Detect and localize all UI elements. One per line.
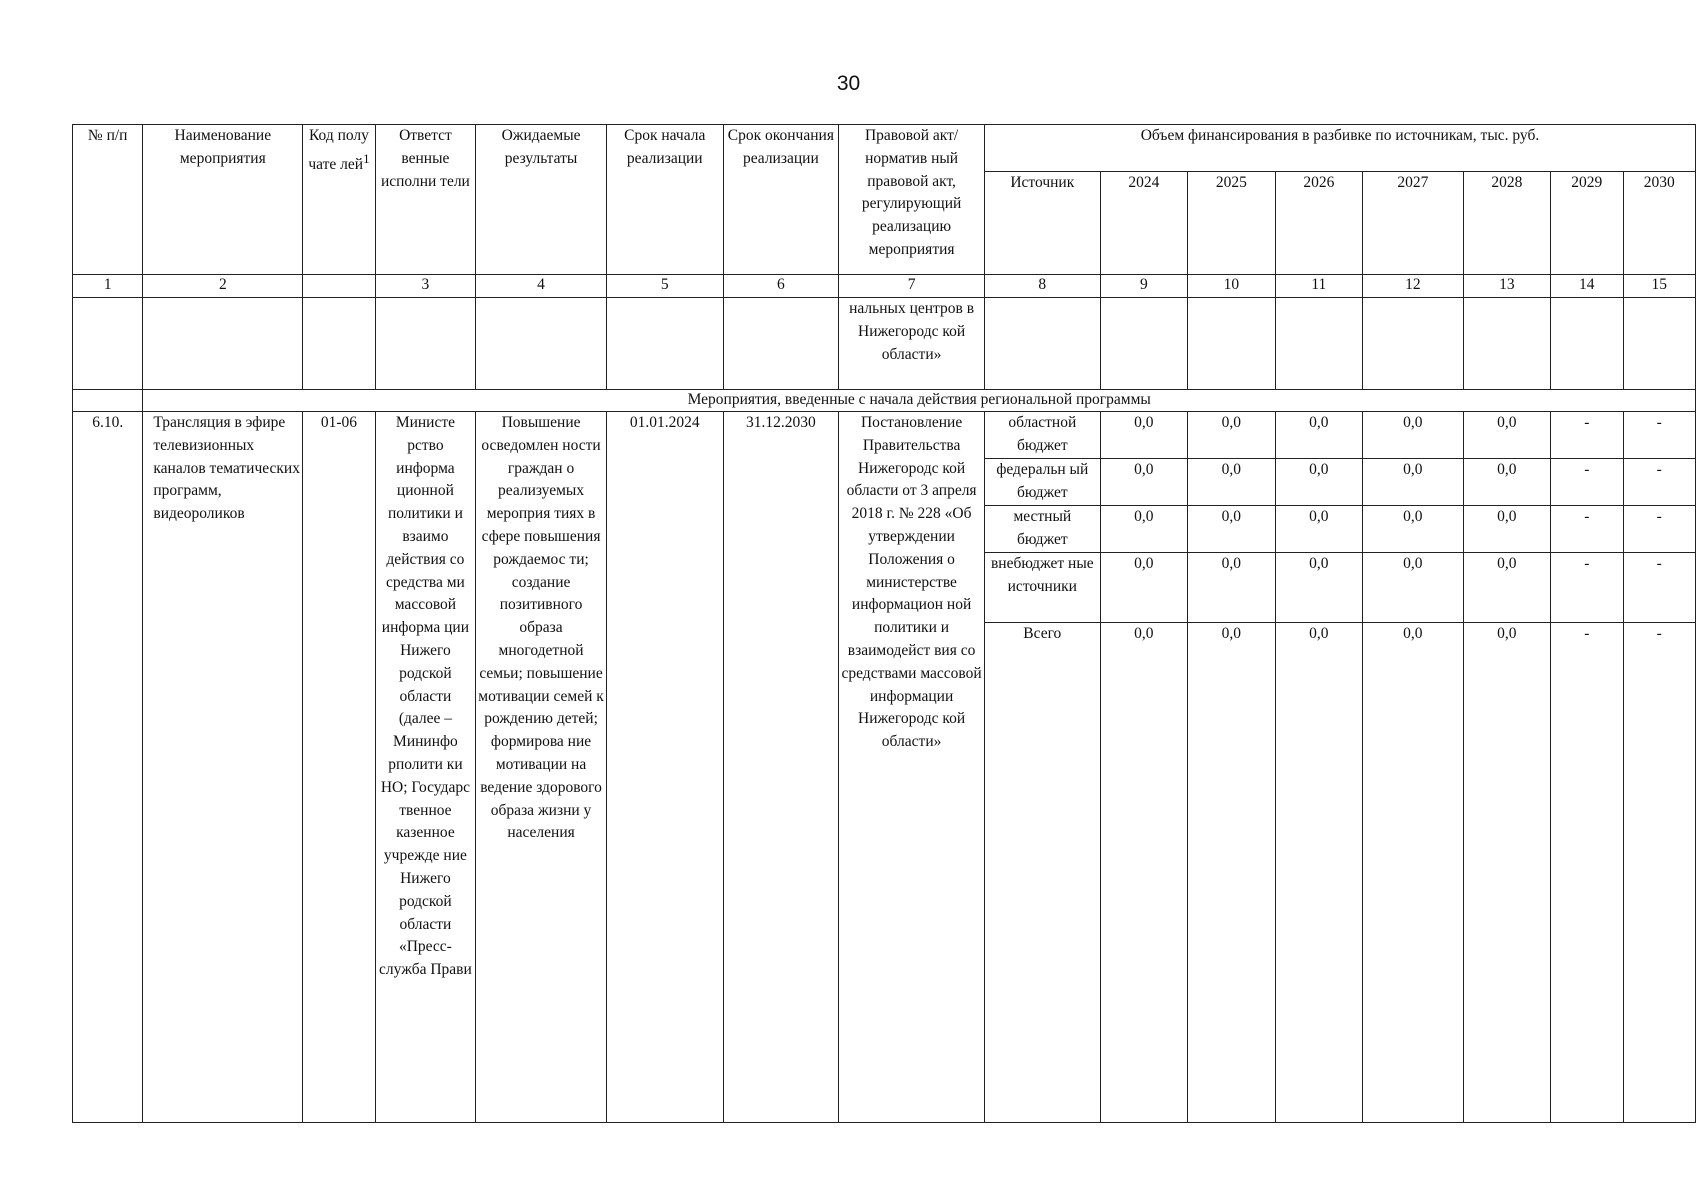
column-number: 10 [1188,275,1275,298]
funding-source: федеральн ый бюджет [984,459,1100,506]
funding-value: 0,0 [1188,459,1275,506]
funding-value: 0,0 [1188,506,1275,553]
funding-value: 0,0 [1188,553,1275,623]
funding-value: 0,0 [1363,553,1464,623]
item-end: 31.12.2030 [723,412,839,1123]
funding-value: 0,0 [1275,623,1362,1123]
header-year: 2028 [1463,172,1550,275]
funding-value: 0,0 [1275,459,1362,506]
header-year: 2025 [1188,172,1275,275]
header-source: Источник [984,172,1100,275]
funding-value: 0,0 [1363,412,1464,459]
continuation-row [73,298,1696,390]
funding-value: 0,0 [1463,412,1550,459]
item-code: 01-06 [303,412,375,1123]
funding-value: - [1551,412,1623,459]
header-legal-act: Правовой акт/норматив ный правовой акт, регулирующий реализацию мероприятия [839,125,985,275]
funding-value: 0,0 [1100,553,1187,623]
header-funding-volume: Объем финансирования в разбивке по источникам, тыс. руб. [984,125,1695,172]
header-executors: Ответст венные исполни тели [375,125,476,275]
column-number: 15 [1623,275,1696,298]
column-number: 3 [375,275,476,298]
funding-value: - [1623,412,1696,459]
funding-value: 0,0 [1275,412,1362,459]
column-number: 9 [1100,275,1187,298]
header-year: 2027 [1363,172,1464,275]
item-start: 01.01.2024 [606,412,723,1123]
header-recipient-code: Код полу чате лей$^1$ [303,125,375,275]
funding-value: 0,0 [1363,623,1464,1123]
funding-value: 0,0 [1275,506,1362,553]
funding-value: 0,0 [1188,412,1275,459]
column-number: 14 [1551,275,1623,298]
funding-source: внебюджет ные источники [984,553,1100,623]
funding-value: - [1623,553,1696,623]
header-start-date: Срок начала реализации [606,125,723,275]
header-number: № п/п [73,125,143,275]
continuation-legal-text: нальных центров в Нижегородс кой области» [839,298,985,390]
header-row [73,125,1696,172]
header-end-date: Срок окончания реализации [723,125,839,275]
funding-value: 0,0 [1100,459,1187,506]
program-activities-table [72,124,1696,1123]
item-number: 6.10. [73,412,143,1123]
funding-value: - [1623,459,1696,506]
column-number: 11 [1275,275,1362,298]
section-row [73,390,1696,412]
funding-value: 0,0 [1463,506,1550,553]
column-number: 6 [723,275,839,298]
funding-value: - [1551,506,1623,553]
funding-value: 0,0 [1463,459,1550,506]
funding-source: Всего [984,623,1100,1123]
header-year: 2024 [1100,172,1187,275]
item-executors: Министе рство информа ционной политики и взаимо действия со средства ми массовой информа ции Нижего родской области (далее – Мининфо рполити ки НО; Государс твенное казенное учрежде ние Нижего родской области «Пресс-служба Прави [375,412,476,1123]
funding-value: - [1551,459,1623,506]
item-name: Трансляция в эфире телевизионных каналов тематических программ, видеороликов [143,412,303,1123]
item-results: Повышение осведомлен ности граждан о реализуемых мероприя тиях в сфере повышения рождаемос ти; создание позитивного образа многодетной семьи; повышение мотивации семей к рождению детей; формирова ние мотивации на ведение здорового образа жизни у населения [476,412,607,1123]
funding-value: - [1623,506,1696,553]
column-number [303,275,375,298]
funding-value: - [1623,623,1696,1123]
funding-value: 0,0 [1275,553,1362,623]
column-number: 2 [143,275,303,298]
header-year: 2026 [1275,172,1362,275]
column-number: 12 [1363,275,1464,298]
funding-source: областной бюджет [984,412,1100,459]
column-number: 8 [984,275,1100,298]
column-number: 5 [606,275,723,298]
page-number: 30 [836,72,861,95]
funding-value: 0,0 [1363,506,1464,553]
funding-row-regional [73,412,1696,459]
column-number: 7 [839,275,985,298]
funding-value: 0,0 [1463,623,1550,1123]
funding-value: - [1551,553,1623,623]
funding-source: местный бюджет [984,506,1100,553]
section-title: Мероприятия, введенные с начала действия региональной программы [143,390,1696,412]
funding-value: 0,0 [1188,623,1275,1123]
footnote-marker: 1 [363,150,370,166]
column-number: 1 [73,275,143,298]
header-year: 2030 [1623,172,1696,275]
header-activity-name: Наименование мероприятия [143,125,303,275]
header-year: 2029 [1551,172,1623,275]
funding-value: 0,0 [1463,553,1550,623]
funding-value: 0,0 [1100,623,1187,1123]
funding-value: - [1551,623,1623,1123]
funding-value: 0,0 [1100,506,1187,553]
funding-value: 0,0 [1363,459,1464,506]
header-expected-results: Ожидаемые результаты [476,125,607,275]
column-number: 4 [476,275,607,298]
item-legal-act: Постановление Правительства Нижегородс кой области от 3 апреля 2018 г. № 228 «Об утверждении Положения о министерстве информацион ной политики и взаимодейст вия со средствами массовой информации Нижегородс кой области» [839,412,985,1123]
funding-value: 0,0 [1100,412,1187,459]
column-number: 13 [1463,275,1550,298]
column-number-row [73,275,1696,298]
